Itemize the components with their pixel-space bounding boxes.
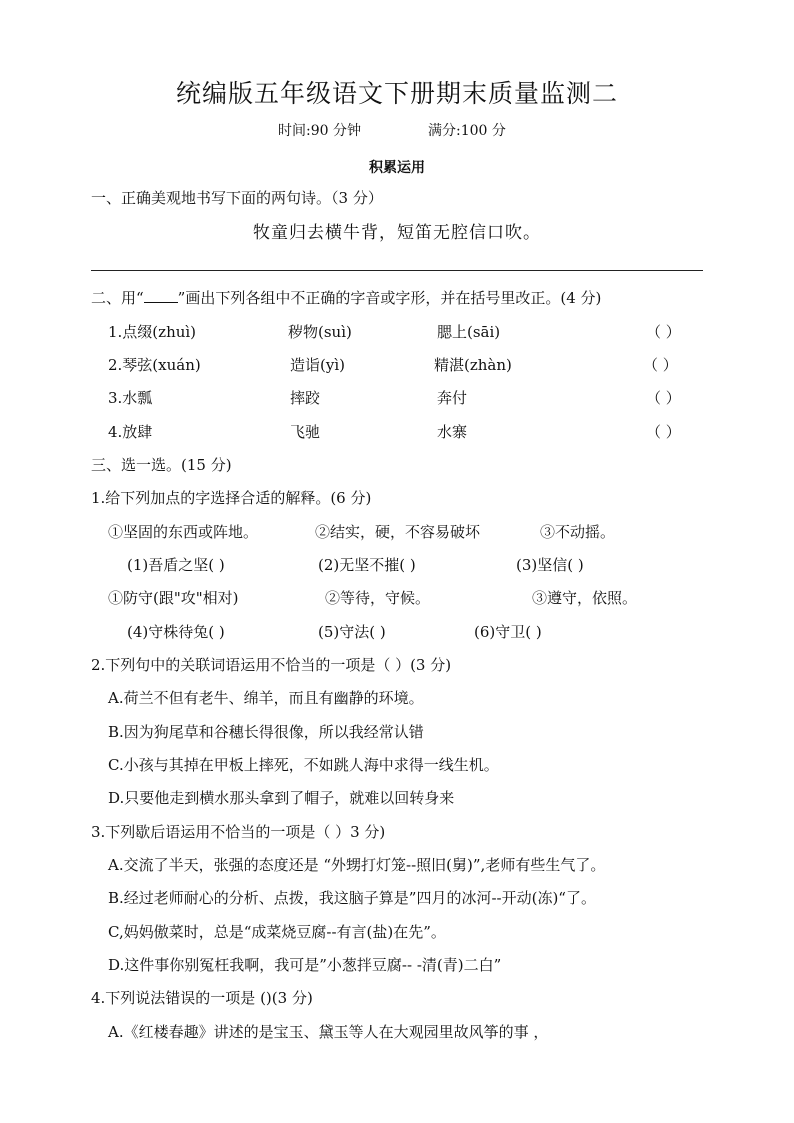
q3-sub3-heading: 3.下列歇后语运用不恰当的一项是（ ）3 分) [91, 823, 386, 841]
q3-sub1-def-2: ②结实，硬，不容易破坏 [315, 523, 481, 541]
q2-r4-c3: 水寨 [437, 423, 468, 441]
writing-line[interactable] [91, 270, 703, 271]
q3-sub1-def-4: ①防守(跟"攻"相对) [108, 589, 239, 607]
q3-sub3-option-d[interactable]: D.这件事你别冤枉我啊，我可是”小葱拌豆腐-- -清(青)二白” [108, 956, 502, 974]
q3-sub3-option-c[interactable]: C,妈妈傲菜时，总是“成菜烧豆腐--有言(盐)在先”。 [108, 923, 446, 941]
q2-r3-answer[interactable]: （ ） [646, 389, 681, 407]
q3-sub2-option-c[interactable]: C.小孩与其掉在甲板上摔死，不如跳人海中求得一线生机。 [108, 756, 499, 774]
q2-r2-c3: 精湛(zhàn) [434, 356, 512, 374]
q2-r1-c2: 秽物(suì) [288, 323, 352, 341]
q2-r4-c1: 4.放肆 [108, 423, 153, 441]
q2-r1-answer[interactable]: （ ） [646, 323, 681, 341]
question-1-heading: 一、正确美观地书写下面的两句诗。（3 分） [91, 189, 383, 207]
q2-heading-pre: 二、用“ [91, 289, 144, 307]
full-score: 满分:100 分 [428, 123, 506, 139]
q3-sub2-option-a[interactable]: A.荷兰不但有老牛、绵羊，而且有幽静的环境。 [108, 689, 424, 707]
q3-sub2-heading: 2.下列句中的关联词语运用不恰当的一项是（ ）(3 分) [91, 656, 452, 674]
q3-sub1-blank-2[interactable]: (2)无坚不摧( ) [318, 556, 416, 574]
question-2-heading [91, 287, 601, 308]
q3-sub2-option-b[interactable]: B.因为狗尾草和谷穗长得很像，所以我经常认错 [108, 723, 424, 741]
q3-sub1-blank-4[interactable]: (4)守株待兔( ) [127, 623, 225, 641]
q2-r3-c1: 3.水瓢 [108, 389, 153, 407]
q2-r4-c2: 飞驰 [290, 423, 321, 441]
q2-r2-c2: 造诣(yì) [290, 356, 345, 374]
q3-sub2-option-d[interactable]: D.只要他走到横水那头拿到了帽子，就难以回转身来 [108, 789, 455, 807]
q3-sub1-def-3: ③不动摇。 [540, 523, 616, 541]
q3-sub1-def-5: ②等待，守候。 [325, 589, 431, 607]
q3-sub3-option-b[interactable]: B.经过老师耐心的分析、点拨，我这脑子算是”四月的冰河--开动(冻)“了。 [108, 889, 596, 907]
q3-sub1-blank-3[interactable]: (3)坚信( ) [516, 556, 584, 574]
exam-title: 统编版五年级语文下册期末质量监测二 [175, 79, 618, 108]
q2-r4-answer[interactable]: （ ） [646, 423, 681, 441]
q2-r2-answer[interactable]: （ ） [643, 356, 678, 374]
q3-sub1-blank-6[interactable]: (6)守卫( ) [474, 623, 542, 641]
q2-r1-c3: 腮上(sāi) [437, 323, 501, 341]
q2-r3-c2: 摔跤 [290, 389, 321, 407]
q2-r2-c1: 2.琴弦(xuán) [108, 356, 201, 374]
q3-sub3-option-a[interactable]: A.交流了半天，张强的态度还是 “外甥打灯笼--照旧(舅)”,老师有些生气了。 [108, 856, 606, 874]
q3-sub1-def-6: ③遵守，依照。 [532, 589, 638, 607]
q2-heading-post: ”画出下列各组中不正确的字音或字形，并在括号里改正。(4 分) [177, 289, 602, 307]
q3-sub1-blank-5[interactable]: (5)守法( ) [318, 623, 386, 641]
q3-sub4-option-a[interactable]: A.《红楼春趣》讲述的是宝玉、黛玉等人在大观园里故风筝的事 ， [108, 1023, 549, 1041]
q3-sub4-heading: 4.下列说法错误的一项是 ()(3 分) [91, 989, 313, 1007]
q3-sub1-heading: 1.给下列加点的字选择合适的解释。(6 分) [91, 489, 372, 507]
time-limit: 时间:90 分钟 [278, 123, 361, 139]
q3-sub1-def-1: ①坚固的东西或阵地。 [108, 523, 259, 541]
question-3-heading: 三、选一选。(15 分) [91, 456, 232, 474]
underline-sample [144, 290, 178, 303]
q2-r1-c1: 1.点缀(zhuì) [108, 323, 197, 341]
poem-line: 牧童归去横牛背，短笛无腔信口吹。 [253, 223, 541, 243]
q3-sub1-blank-1[interactable]: (1)吾盾之坚( ) [127, 556, 225, 574]
section-heading: 积累运用 [369, 160, 425, 176]
q2-r3-c3: 奔付 [437, 389, 468, 407]
